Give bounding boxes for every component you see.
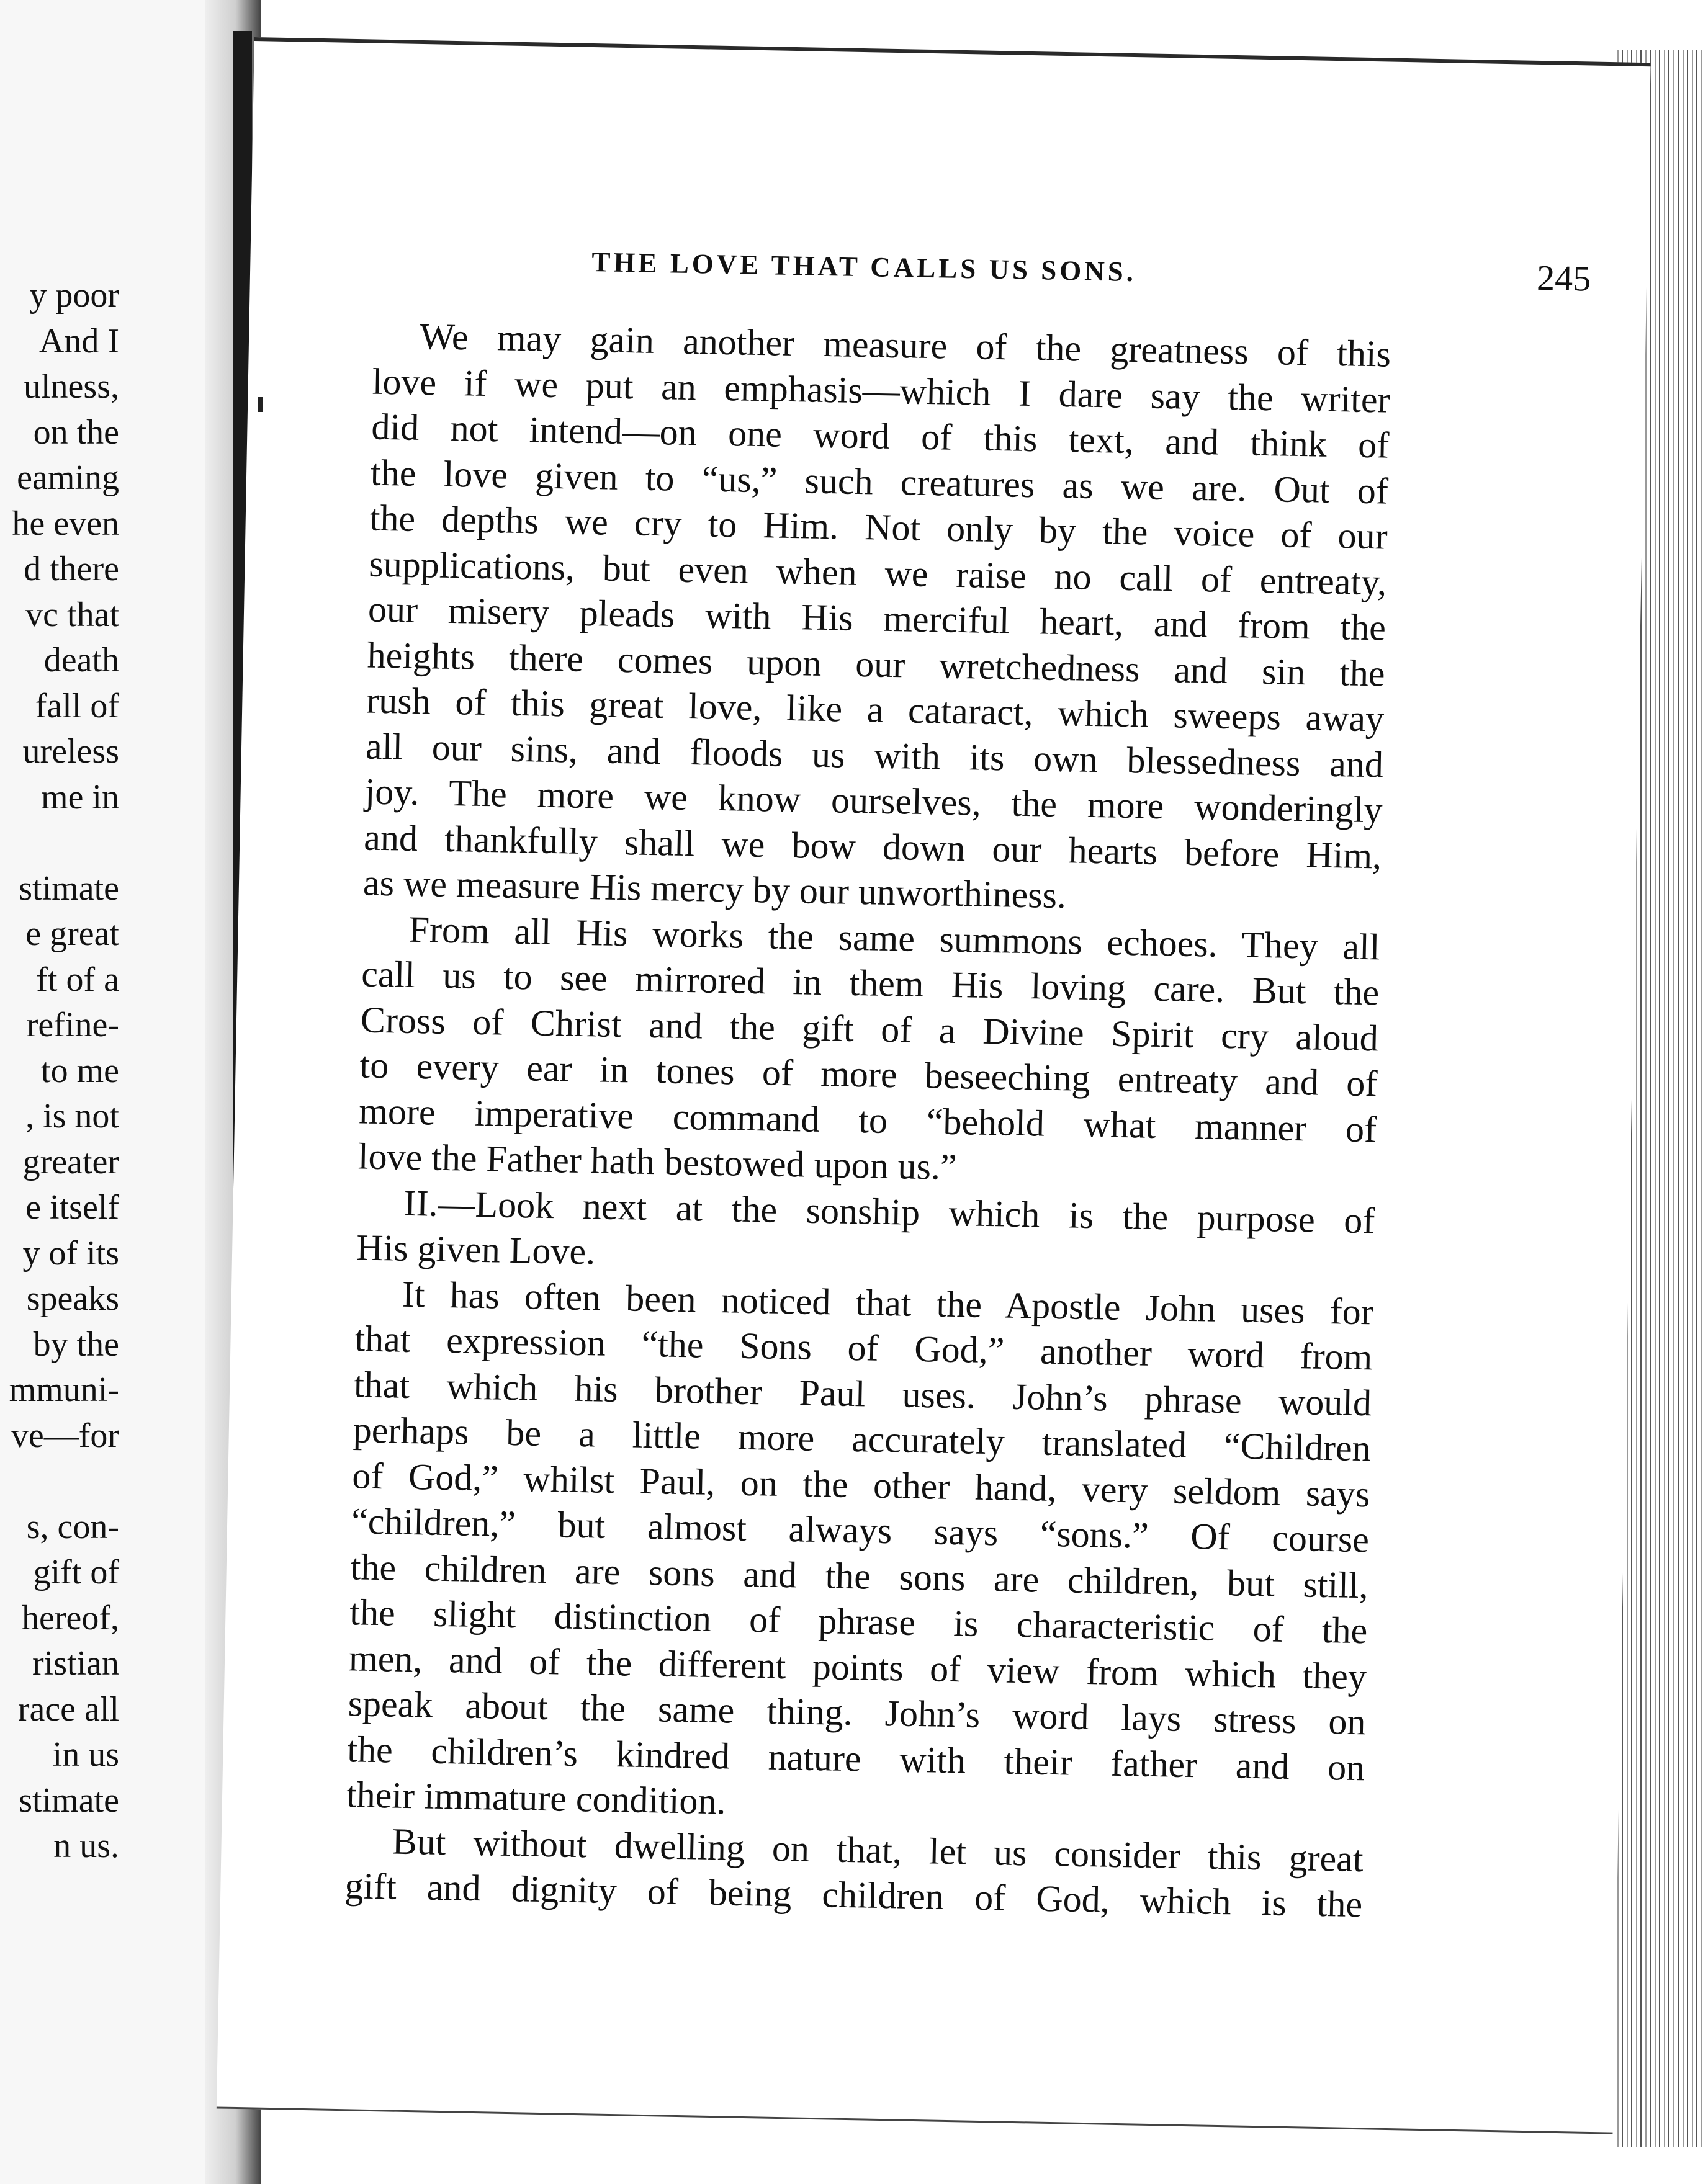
left-page-line: y of its: [22, 1233, 119, 1273]
left-page-line: , is not: [25, 1097, 119, 1135]
text-line: From all His works the same summons echoes. They all: [408, 908, 1381, 967]
left-page-line: by the: [33, 1325, 119, 1364]
left-page-line: in us: [52, 1735, 119, 1774]
text-line: call us to see mirrored in them His loving care. But the: [361, 953, 1380, 1013]
text-line: men, and of the different points of view from which they: [348, 1637, 1367, 1697]
text-line: supplications, but even when we raise no call of entreaty,: [368, 543, 1387, 603]
left-page-line: to me: [41, 1051, 119, 1090]
text-line: their immature condition.: [346, 1774, 727, 1822]
left-page-line: stimate: [19, 1781, 119, 1820]
left-page-line: greater: [22, 1142, 119, 1181]
left-page-line: hereof,: [21, 1598, 119, 1637]
text-line: the children are sons and the sons are children, but still,: [350, 1546, 1369, 1606]
text-line: that which his brother Paul uses. John’s phrase would: [353, 1363, 1372, 1423]
text-line: all our sins, and floods us with its own blessedness and: [365, 725, 1384, 785]
left-page-line: [0, 820, 119, 866]
text-line: the love given to “us,” such creatures as we are. Out of: [370, 452, 1389, 512]
left-page-line: mmuni-: [9, 1371, 119, 1409]
text-line: joy. The more we know ourselves, the more wonderingly: [364, 771, 1383, 831]
left-page-line: And I: [38, 321, 119, 360]
text-line: But without dwelling on that, let us consider this great: [392, 1820, 1364, 1879]
text-line: speak about the same thing. John’s word lays stress on: [348, 1683, 1367, 1743]
left-page-line: y poor: [29, 276, 119, 315]
text-line: the children’s kindred nature with their father and on: [346, 1728, 1365, 1788]
left-page-line: vc that: [25, 595, 119, 634]
text-line: of God,” whilst Paul, on the other hand, very seldom says: [351, 1454, 1370, 1515]
text-line: gift and dignity of being children of God, which is the: [344, 1865, 1363, 1925]
left-page-line: death: [43, 641, 119, 679]
left-page-line: race all: [17, 1689, 119, 1729]
left-page-line: ve—for: [11, 1416, 119, 1455]
left-page-line: speaks: [26, 1279, 119, 1318]
text-line: love the Father hath bestowed upon us.”: [357, 1135, 958, 1188]
text-line: We may gain another measure of the greatness of this: [419, 315, 1391, 375]
left-page-line: ureless: [22, 732, 119, 771]
text-line: our misery pleads with His merciful heart, and from the: [367, 588, 1386, 648]
text-line: II.—Look next at the sonship which is the purpose of: [403, 1182, 1375, 1241]
left-page-line: d there: [24, 550, 119, 588]
left-page-line: s, con-: [26, 1507, 119, 1546]
left-page-line: me in: [41, 777, 119, 817]
text-line: rush of this great love, like a cataract, which sweeps away: [366, 679, 1385, 740]
left-page-line: refine-: [26, 1006, 119, 1044]
running-title: THE LOVE THAT CALLS US SONS.: [591, 246, 1137, 288]
left-page-line: [0, 1459, 119, 1505]
text-line: It has often been noticed that the Apostle John uses for: [402, 1273, 1374, 1332]
text-line: and thankfully shall we bow down our hearts before Him,: [363, 816, 1382, 876]
left-page-line: he even: [12, 504, 119, 543]
text-line: that expression “the Sons of God,” another word from: [354, 1318, 1373, 1378]
left-page-line: n us.: [53, 1827, 119, 1865]
text-line: heights there comes upon our wretchedness and sin the: [367, 634, 1386, 694]
left-page-line: fall of: [35, 686, 119, 725]
text-line: did not intend—on one word of this text, and think of: [371, 406, 1390, 466]
text-line: perhaps be a little more accurately translated “Children: [353, 1409, 1372, 1469]
left-page-line: on the: [33, 413, 119, 452]
left-page-line: gift of: [33, 1553, 119, 1591]
text-line: more imperative command to “behold what manner of: [358, 1090, 1377, 1150]
text-line: the slight distinction of phrase is characteristic of the: [349, 1591, 1368, 1652]
left-page-line: e great: [25, 915, 119, 953]
body-text: [344, 313, 1391, 1928]
text-line: as we measure His mercy by our unworthiness.: [362, 862, 1067, 916]
left-page-line: ulness,: [24, 367, 119, 406]
facing-left-page: [0, 0, 223, 2184]
left-page-line: e itself: [25, 1188, 119, 1227]
left-page-line: ft of a: [36, 960, 119, 999]
page-header: [591, 246, 1647, 321]
text-line: the depths we cry to Him. Not only by the voice of our: [369, 497, 1388, 557]
text-line: to every ear in tones of more beseeching entreaty and of: [359, 1044, 1378, 1104]
text-line: love if we put an emphasis—which I dare say the writer: [372, 360, 1391, 421]
text-line: Cross of Christ and the gift of a Divine Spirit cry aloud: [360, 998, 1379, 1058]
left-page-line: ristian: [32, 1644, 119, 1683]
right-page: [217, 37, 1651, 2134]
page-number: 245: [1536, 257, 1591, 299]
text-line: His given Love.: [356, 1227, 596, 1273]
text-line: “children,” but almost always says “sons.” Of course: [351, 1500, 1370, 1560]
margin-mark: [258, 397, 263, 412]
left-page-text: [0, 273, 119, 1869]
left-page-line: eaming: [17, 459, 119, 497]
left-page-line: stimate: [19, 869, 119, 908]
